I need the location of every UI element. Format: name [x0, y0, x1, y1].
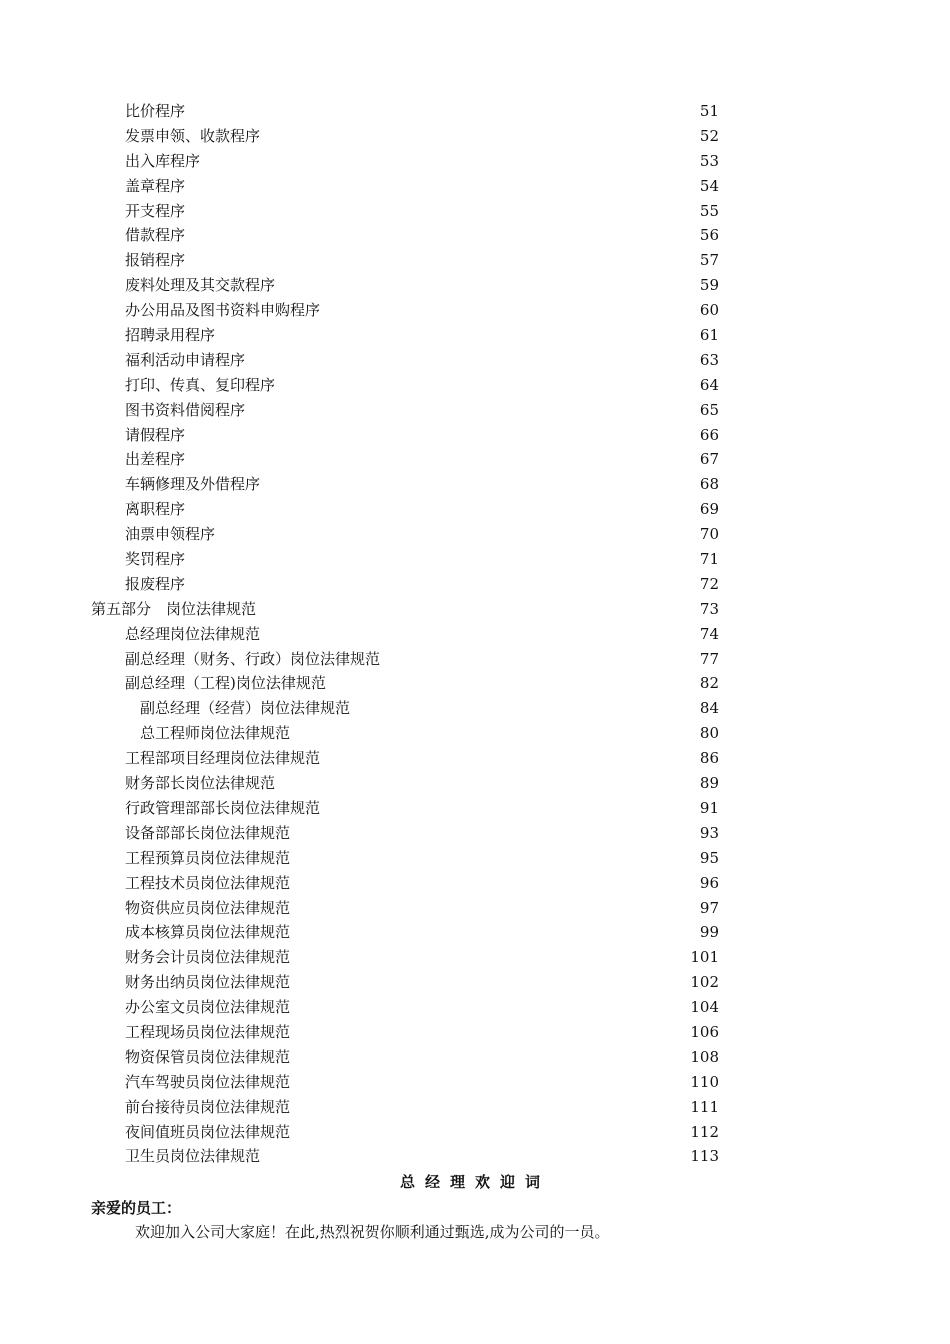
toc-entry	[0, 721, 950, 746]
toc-entry-title: 夜间值班员岗位法律规范	[125, 1122, 291, 1141]
toc-entry-page: 67	[699, 450, 719, 469]
toc-entry-title: 打印、传真、复印程序	[125, 375, 276, 394]
toc-entry-title: 总工程师岗位法律规范	[140, 724, 291, 743]
toc-entry	[0, 348, 950, 373]
toc-entry-page: 89	[699, 774, 719, 793]
toc-entry-page: 77	[699, 649, 719, 668]
toc-entry	[0, 1045, 950, 1070]
toc-entry	[0, 223, 950, 248]
toc-entry-title: 出入库程序	[125, 151, 201, 170]
toc-entry	[0, 447, 950, 472]
toc-entry-page: 74	[699, 624, 719, 643]
toc-entry-page: 55	[699, 201, 719, 220]
toc-entry-page: 113	[690, 1147, 719, 1166]
toc-entry-page: 54	[699, 176, 719, 195]
toc-entry-page: 111	[690, 1097, 719, 1116]
toc-entry	[0, 1020, 950, 1045]
toc-entry-page: 60	[699, 301, 719, 320]
toc-entry-page: 65	[699, 400, 719, 419]
toc-entry-title: 财务会计员岗位法律规范	[125, 948, 291, 967]
toc-entry	[0, 572, 950, 597]
toc-entry-page: 70	[699, 525, 719, 544]
toc-entry-page: 96	[699, 873, 719, 892]
toc-entry-page: 68	[699, 475, 719, 494]
toc-entry-title: 发票申领、收款程序	[125, 126, 261, 145]
toc-entry	[0, 647, 950, 672]
toc-entry	[0, 124, 950, 149]
toc-entry-page: 69	[699, 500, 719, 519]
toc-entry-page: 73	[699, 599, 719, 618]
toc-entry-title: 油票申领程序	[125, 525, 216, 544]
toc-entry	[0, 1070, 950, 1095]
toc-entry	[0, 821, 950, 846]
toc-entry-page: 106	[690, 1022, 719, 1041]
toc-entry-page: 71	[699, 550, 719, 569]
toc-entry-page: 84	[699, 699, 719, 718]
toc-entry-title: 工程现场员岗位法律规范	[125, 1022, 291, 1041]
toc-entry-page: 72	[699, 574, 719, 593]
toc-entry	[0, 796, 950, 821]
toc-entry-title: 办公室文员岗位法律规范	[125, 998, 291, 1017]
toc-entry	[0, 547, 950, 572]
toc-entry-title: 盖章程序	[125, 176, 186, 195]
toc-entry	[0, 174, 950, 199]
toc-entry	[0, 597, 950, 622]
toc-entry	[0, 373, 950, 398]
toc-entry-page: 99	[699, 923, 719, 942]
toc-entry-page: 52	[699, 126, 719, 145]
welcome-paragraph: 欢迎加入公司大家庭！在此,热烈祝贺你顺利通过甄选,成为公司的一员。	[135, 1223, 610, 1241]
toc-entry-title: 总经理岗位法律规范	[125, 624, 261, 643]
toc-entry	[0, 273, 950, 298]
toc-entry-title: 工程预算员岗位法律规范	[125, 848, 291, 867]
toc-entry-page: 108	[690, 1047, 719, 1066]
toc-entry-title: 卫生员岗位法律规范	[125, 1147, 261, 1166]
toc-entry-title: 副总经理（财务、行政）岗位法律规范	[125, 649, 381, 668]
toc-entry-page: 86	[699, 749, 719, 768]
toc-entry-title: 行政管理部部长岗位法律规范	[125, 798, 321, 817]
toc-entry-page: 102	[690, 973, 719, 992]
toc-entry	[0, 622, 950, 647]
toc-entry-page: 51	[699, 102, 719, 120]
toc-entry	[0, 696, 950, 721]
toc-entry-title: 财务出纳员岗位法律规范	[125, 973, 291, 992]
toc-entry-page: 63	[699, 350, 719, 369]
toc-entry-page: 66	[699, 425, 719, 444]
toc-entry-title: 工程技术员岗位法律规范	[125, 873, 291, 892]
toc-entry-page: 91	[699, 798, 719, 817]
toc-entry-title: 借款程序	[125, 226, 186, 245]
toc-entry-page: 95	[699, 848, 719, 867]
toc-entry-page: 97	[699, 898, 719, 917]
toc-entry-title: 出差程序	[125, 450, 186, 469]
toc-entry	[0, 1095, 950, 1120]
toc-entry	[0, 199, 950, 224]
toc-entry-title: 招聘录用程序	[125, 326, 216, 345]
greeting: 亲爱的员工：	[91, 1199, 182, 1217]
toc-entry-title: 奖罚程序	[125, 550, 186, 569]
table-of-contents	[0, 99, 950, 1169]
toc-entry-title: 财务部长岗位法律规范	[125, 774, 276, 793]
toc-entry	[0, 970, 950, 995]
toc-entry-title: 福利活动申请程序	[125, 350, 246, 369]
toc-entry-page: 53	[699, 151, 719, 170]
toc-entry-title: 汽车驾驶员岗位法律规范	[125, 1072, 291, 1091]
toc-entry-title: 离职程序	[125, 500, 186, 519]
toc-entry-title: 第五部分 岗位法律规范	[91, 599, 257, 618]
toc-entry-title: 物资供应员岗位法律规范	[125, 898, 291, 917]
toc-entry-page: 112	[690, 1122, 719, 1141]
toc-entry	[0, 323, 950, 348]
toc-entry-title: 图书资料借阅程序	[125, 400, 246, 419]
toc-entry-title: 报销程序	[125, 251, 186, 270]
toc-entry	[0, 995, 950, 1020]
toc-entry	[0, 1144, 950, 1169]
toc-entry	[0, 99, 950, 124]
toc-entry-page: 110	[690, 1072, 719, 1091]
toc-entry	[0, 497, 950, 522]
welcome-title: 总经理欢迎词	[399, 1173, 550, 1191]
toc-entry-page: 82	[699, 674, 719, 693]
toc-entry	[0, 871, 950, 896]
toc-entry-title: 比价程序	[125, 102, 186, 120]
toc-entry	[0, 423, 950, 448]
toc-entry-title: 成本核算员岗位法律规范	[125, 923, 291, 942]
toc-entry-title: 物资保管员岗位法律规范	[125, 1047, 291, 1066]
toc-entry-page: 64	[699, 375, 719, 394]
toc-entry	[0, 846, 950, 871]
toc-entry-title: 副总经理（经营）岗位法律规范	[140, 699, 351, 718]
toc-entry-title: 设备部部长岗位法律规范	[125, 823, 291, 842]
toc-entry-page: 61	[699, 326, 719, 345]
toc-entry	[0, 920, 950, 945]
toc-entry	[0, 896, 950, 921]
toc-entry-title: 报废程序	[125, 574, 186, 593]
toc-entry	[0, 398, 950, 423]
toc-entry-page: 56	[699, 226, 719, 245]
toc-entry-title: 工程部项目经理岗位法律规范	[125, 749, 321, 768]
toc-entry-page: 93	[699, 823, 719, 842]
toc-entry	[0, 1120, 950, 1145]
toc-entry-title: 前台接待员岗位法律规范	[125, 1097, 291, 1116]
toc-entry-title: 废料处理及其交款程序	[125, 276, 276, 295]
toc-entry	[0, 149, 950, 174]
toc-entry-page: 80	[699, 724, 719, 743]
toc-entry	[0, 472, 950, 497]
toc-entry-title: 请假程序	[125, 425, 186, 444]
toc-entry	[0, 671, 950, 696]
toc-entry-title: 副总经理（工程)岗位法律规范	[125, 674, 326, 693]
toc-entry	[0, 248, 950, 273]
toc-entry	[0, 522, 950, 547]
toc-entry-page: 104	[690, 998, 719, 1017]
toc-entry-page: 59	[699, 276, 719, 295]
toc-entry	[0, 298, 950, 323]
toc-entry-title: 开支程序	[125, 201, 186, 220]
toc-entry	[0, 945, 950, 970]
toc-entry-page: 101	[690, 948, 719, 967]
toc-entry-title: 车辆修理及外借程序	[125, 475, 261, 494]
toc-entry-title: 办公用品及图书资料申购程序	[125, 301, 321, 320]
toc-entry-page: 57	[699, 251, 719, 270]
toc-entry	[0, 771, 950, 796]
toc-entry	[0, 746, 950, 771]
